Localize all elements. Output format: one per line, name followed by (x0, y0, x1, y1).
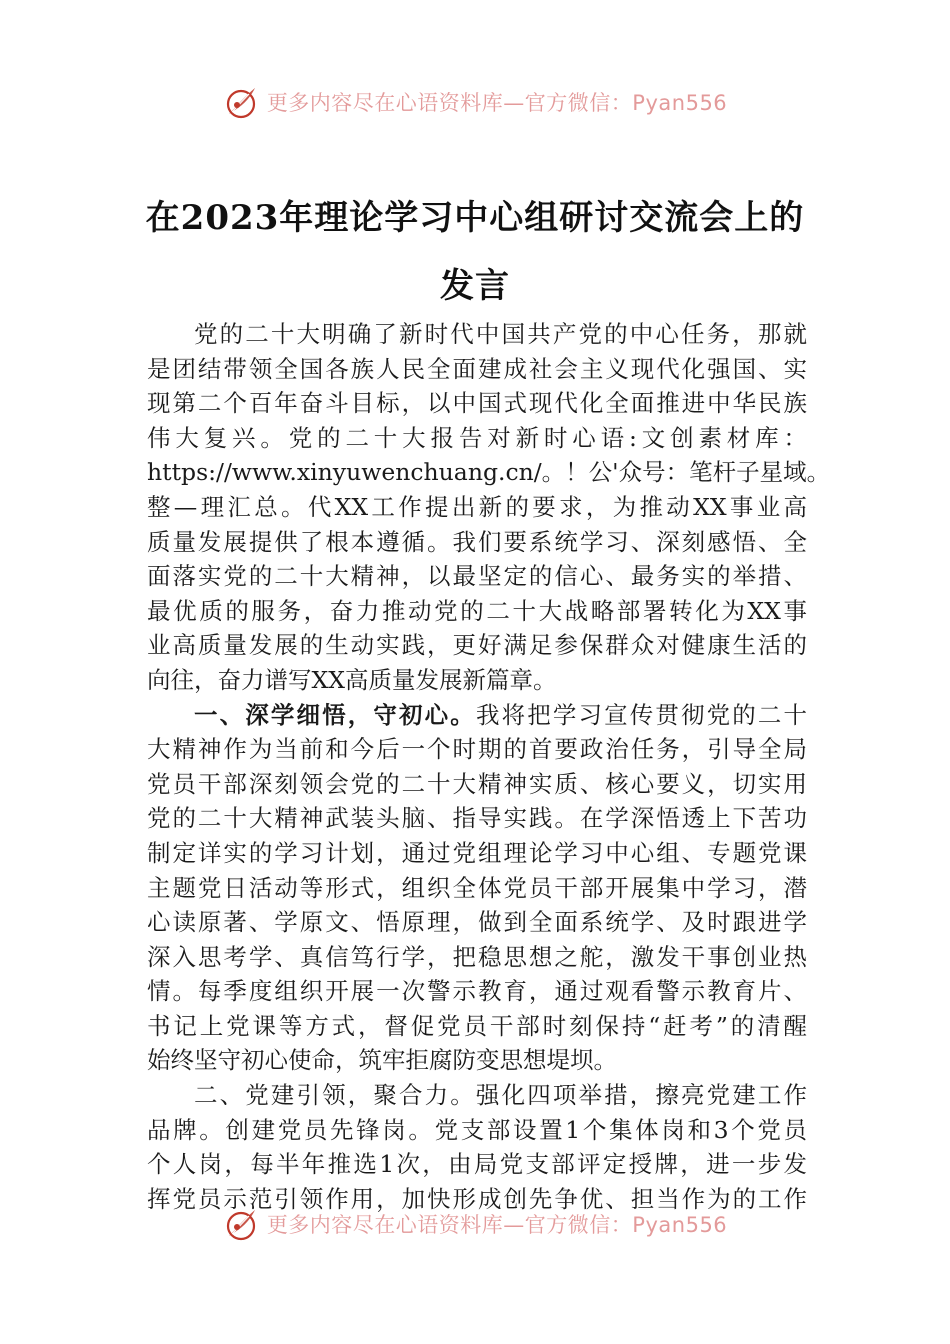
paragraph-2-line: 党的二十大精神武装头脑、指导实践。在学深悟透上下苦功 (147, 804, 807, 833)
footer-watermark (0, 1206, 950, 1246)
paragraph-2-line-rest: 我将把学习宣传贯彻党的二十 (475, 700, 808, 729)
paragraph-1-line: 党的二十大明确了新时代中国共产党的中心任务，那就 (194, 320, 807, 348)
paragraph-1-line: 最优质的服务，奋力推动党的二十大战略部署转化为XX事 (147, 596, 807, 625)
feather-seal-logo-icon (223, 84, 259, 120)
paragraph-2-line: 书记上党课等方式，督促党员干部时刻保持“赶考”的清醒 (147, 1011, 807, 1040)
paragraph-1-line: 是团结带领全国各族人民全面建成社会主义现代化强国、实 (147, 354, 807, 383)
footer-banner-text: 更多内容尽在心语资料库—官方微信：Pyan556 (266, 1213, 728, 1237)
paragraph-1-line: 质量发展提供了根本遵循。我们要系统学习、深刻感悟、全 (147, 527, 807, 556)
paragraph-1-line: 面落实党的二十大精神，以最坚定的信心、最务实的举措、 (147, 562, 807, 591)
paragraph-3-line: 二、党建引领，聚合力。强化四项举措，擦亮党建工作 (194, 1081, 807, 1110)
feather-seal-logo-icon (223, 1206, 259, 1242)
paragraph-3-line: 品牌。创建党员先锋岗。党支部设置1个集体岗和3个党员 (147, 1115, 807, 1144)
document-body (147, 317, 831, 1216)
paragraph-2-line: 主题党日活动等形式，组织全体党员干部开展集中学习，潜 (147, 873, 807, 902)
paragraph-1-line: 现第二个百年奋斗目标，以中国式现代化全面推进中华民族 (147, 389, 807, 418)
paragraph-3-line: 挥党员示范引领作用，加快形成创先争优、担当作为的工作 (147, 1184, 807, 1213)
paragraph-2-line: 制定详实的学习计划，通过党组理论学习中心组、专题党课 (147, 838, 807, 867)
paragraph-1-line: 业高质量发展的生动实践，更好满足参保群众对健康生活的 (147, 631, 807, 660)
paragraph-2-line: 党员干部深刻领会党的二十大精神实质、核心要义，切实用 (147, 769, 807, 798)
paragraph-3-line: 个人岗，每半年推选1次，由局党支部评定授牌，进一步发 (147, 1150, 807, 1179)
paragraph-2-line: 始终坚守初心使命，筑牢拒腐防变思想堤坝。 (147, 1046, 617, 1075)
header-banner-text: 更多内容尽在心语资料库—官方微信：Pyan556 (266, 91, 728, 115)
paragraph-2-line: 大精神作为当前和今后一个时期的首要政治任务，引导全局 (147, 735, 807, 764)
paragraph-2-line: 深入思考学、真信笃行学，把稳思想之舵，激发干事创业热 (147, 942, 807, 971)
document-title-line-1: 在2023年理论学习中心组研讨交流会上的 (145, 198, 805, 238)
paragraph-1-line: 向往，奋力谱写XX高质量发展新篇章。 (147, 665, 557, 694)
document-title-line-2: 发言 (440, 266, 510, 306)
section-1-heading: 一、深学细悟，守初心。 (194, 700, 476, 729)
paragraph-1-line: https://www.xinyuwenchuang.cn/。！公'众号：笔杆子星域。 (147, 458, 831, 487)
paragraph-1-line: 整—理汇总。代XX工作提出新的要求，为推动XX事业高 (147, 492, 807, 521)
paragraph-1-line: 伟大复兴。党的二十大报告对新时心语:文创素材库： (147, 423, 807, 452)
paragraph-2-line: 情。每季度组织开展一次警示教育，通过观看警示教育片、 (147, 977, 807, 1006)
paragraph-2-line: 心读原著、学原文、悟原理，做到全面系统学、及时跟进学 (147, 908, 807, 937)
paragraph-2-first-line (147, 698, 807, 733)
header-watermark (0, 84, 950, 124)
